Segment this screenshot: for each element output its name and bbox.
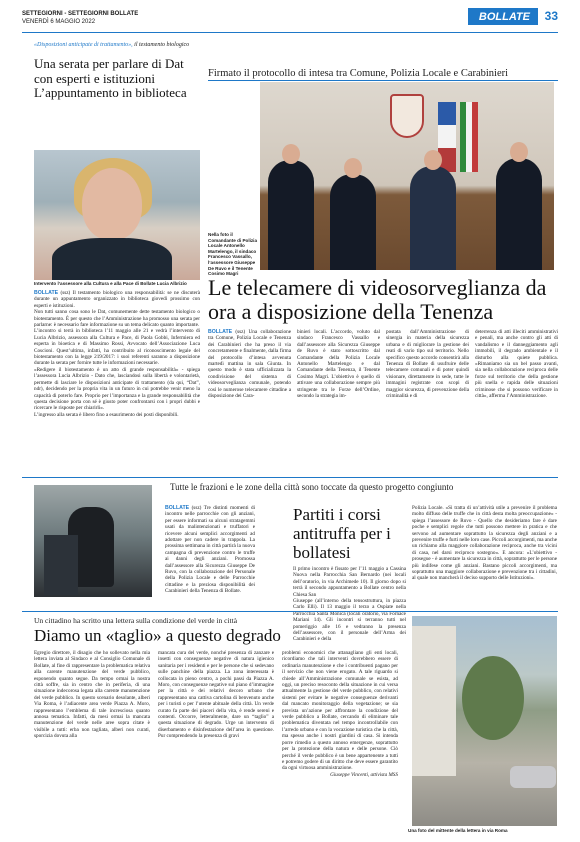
header-rule	[22, 32, 558, 33]
article3-column: BOLLATE (ssz) Tre distinti momenti di incontro nelle parrocchie con gli anziani, per essere informati su alcuni stratagemmi usati da malintenzionati e truffatori e ricevere alcuni semplici accorgimenti ad adottare per non cadere in trappola. La prossima settimana in città partirà la nuova campagna di prevenzione contro le truffe ai danni degli anziani. Promossa dall’assessore alla Sicurezza Giuseppe De Ruvo, con la collaborazione del Personale della Polizia Locale e delle Parrocchie cittadine e la preziosa disponibilità dei Carabinieri della Tenenza di Bollate.	[165, 505, 256, 595]
page-header	[22, 8, 558, 32]
article4-title: Diamo un «taglio» a questo degrado	[34, 626, 281, 645]
page-number: 33	[544, 9, 558, 23]
article3-kicker: Tutte le frazioni e le zone della città sono toccate da questo progetto congiunto	[170, 482, 454, 492]
article4-signature: Giuseppe Vincenti, attivista MSS	[330, 771, 398, 778]
article2-title: Le telecamere di videosorveglianza da ora a disposizione della Tenenza	[208, 275, 547, 324]
article1-body	[34, 290, 200, 418]
photo-tree-shape	[462, 656, 524, 740]
article2-photo	[260, 82, 554, 270]
article1-caption: Intervento l’assessore alla Cultura e alla Pace di Bollate Lucia Albrizio	[34, 281, 187, 286]
photo-head-shape	[282, 144, 300, 164]
article1-kicker-rest: il testamento biologico	[134, 42, 190, 48]
article4-photo	[412, 616, 557, 826]
article2-columns	[208, 329, 558, 399]
publication-name: SETTEGIORNI - SETTEGIORNI BOLLATE	[22, 11, 139, 17]
photo-person-shape	[410, 166, 456, 270]
article2-dateline: BOLLATE	[208, 329, 233, 335]
publication-date: VENERDÌ 6 MAGGIO 2022	[22, 19, 96, 25]
photo-head-shape	[344, 158, 362, 178]
article2-column: deterrenza di atti illeciti amministrativi e penali, ma anche contro gli atti di vandalismo e il danneggiamento agli immobili, il degrado ambientale e il disturbo alla quiete pubblica. «Rimaniamo sia un bel passo avanti, sia nella collaborazione reciproca delle forze sul territorio che della gestione più snella e rapida delle situazioni criminose che si possono verificare in città», afferma l’Amministrazione.	[475, 329, 558, 400]
article3-photo	[34, 485, 152, 597]
article1-kicker-quote: «Disposizioni anticipate di trattamento»,	[34, 42, 133, 48]
section-rule	[22, 477, 558, 478]
article1-paragraph: BOLLATE (ssz) Il testamento biologico una responsabilità: se ne discuterà durante un appuntamento organizzato in biblioteca giovedì prossimo con esperti e istituzioni.	[34, 290, 201, 309]
article2-column: binieri locali. L’accordo, voluto dal sindaco Francesco Vassallo e dall’assessore alla Sicurezza Giuseppe de Ruvo è stato sottoscritto dal Comandante della Polizia Locale Antonello Martelengo e dal Comandante della Tenenza, il Tenente Cosimo Magri. L’obiettivo è quello di attivare una collaborazione sempre più stringente tra le Forze dell’Ordine, secondo la strategia im-	[297, 329, 380, 400]
photo-building-shape	[412, 626, 456, 776]
article1-paragraph: Non tutti sanno cosa sono le Dat, comunemente dette testamento biologico o biotestamento. È per questo che l’Amministrazione ha promosso una serata per parlarne: è necessario fare informazione su un tema delicato quanto importante.	[34, 309, 200, 329]
article1-title: Una serata per parlare di Dat con esperti e istituzioni L’appuntamento in biblioteca	[34, 56, 187, 100]
article4-caption: Una foto del mittente della lettera in via Roma	[408, 828, 508, 833]
article3-dateline: BOLLATE	[165, 505, 190, 511]
article2-top-title: Firmato il protocollo di intesa tra Comune, Polizia Locale e Carabinieri	[208, 68, 509, 79]
article2-column: postata dall’Amministrazione di sinergia in materia della sicurezza urbana e di migliorare la gestione dei reati di vario tipo sul territorio. Nello specifico questo accordo consentirà alla Tenenza di Bollate di usufruire delle telecamere comunali e di poter quindi visionare, direttamente in sede, tutte le immagini registrate con scopi di maggior sicurezza, di prevenzione della criminalità e di	[386, 329, 469, 400]
photo-body-shape	[52, 238, 172, 280]
photo-person-shape	[330, 174, 376, 270]
article4-kicker: Un cittadino ha scritto una lettera sulla condizione del verde in città	[34, 616, 238, 625]
article1-photo	[34, 150, 200, 280]
photo-head-shape	[424, 150, 442, 170]
photo-flag-shape	[460, 102, 478, 172]
article4-column: problemi economici che attanagliano gli enti locali, ricordiamo che tali interventi dovrebbero essere di ordinaria manutenzione e che i contribuenti pagano per il servizio che non viene erogato. A tale riguardo si chiede all’Amministrazione comunale se esista, ad oggi, un preciso resoconto della situazione in cui versa attualmente la gestione del verde pubblico, con relativi sistemi per evitare le negative conseguenze derivanti dal mancato monitoraggio della vegetazione; se sia prevista un’azione per affrontare la condizione del verde pubblico a Bollate, cercando di eliminare tale problematica diventata nel tempo incontrollabile con l’arredo urbano e con la vocazione turistica che la città, ma spesso anche i nostri giardini di casa. Si intenda porre rimedio a questo annoso emergenze, soprattutto per la protezione della natura e delle persone. Ciò perché il verde pubblico è un bene appartenente a tutti e potremo godere di un diritto che deve essere garantito da ogni virtuosa amministrazione. Giuseppe Vincenti, attivista MSS	[282, 650, 398, 778]
photo-crest-shape	[390, 94, 424, 138]
section-rule	[22, 611, 558, 612]
article1-paragraph: L’ingresso alla serata è libero fino a esaurimento dei posti disponibili.	[34, 411, 179, 418]
photo-person-shape	[268, 160, 314, 270]
article3-column: Polizia Locale. «Si tratta di un’attività utile a prevenire il problema molto diffuso delle truffe che in città desta molta preoccupazione» - spiega l’assessore de Ruvo - Quello che desideriamo fare è dare poche e semplici regole che tutti possono mettere in pratica e che servono ad aumentare soprattutto la sicurezza degli anziani e a prevenire truffe e furti nelle loro case. Piccoli accorgimenti, ma anche un richiamo alla maggiore collaborazione reciproca, anche tra vicini di casa, nel darsi reciproco sostegno». E ancora: «L’obiettivo - prosegue - è aumentare la sicurezza in città, soprattutto per le persone più indifese come gli anziani. Bastano piccoli accorgimenti, ma soprattutto una maggiore collaborazione e prevenzione tra i cittadini, al quale non mancherà il deciso supporto delle Istituzioni».	[412, 505, 557, 582]
publication-info	[22, 10, 138, 26]
photo-face-shape	[82, 168, 142, 240]
photo-person-shape	[44, 535, 78, 595]
article1-paragraph: «Redigere il biotestamento è un atto di grande responsabilità» - spiega l’assessora Lucia Albrizio - Dato che, lasciandosi sulla libertà e volontarietà, permette di lasciare le disposizioni anticipate di trattamento (da qui, “Dat”, ndr), decidendo per la propria vita in un futuro in cui potrebbe venir meno la capacità di poterlo fare. Proprio per l’importanza e la grande responsabilità che questa decisione porta con sé è giusto poter confrontarsi con i propri dubbi e ricercare le risposte per chiarirli».	[34, 366, 200, 412]
article2-caption: Nella foto il Comandante di Polizia Locale Antonello Martelengo, il sindaco Francesco Vassallo, l’assessore Giuseppe De Ruvo e il Tenente Cosimo Magri	[208, 232, 258, 277]
article3-title: Partiti i corsi antitruffa per i bollatesi	[293, 505, 391, 562]
article2-column: BOLLATE (ssz) Una collaborazione tra Comune, Polizia Locale e Tenenza dei Carabinieri che ha preso il via concretamente e finalmente, dalla firma del protocollo d’intesa avvenuta martedì mattina in sala Giunta. In questo modo è stata ufficializzata la condivisione del sistema di videosorveglianza comunale, potendo così le numerose telecamere cittadine a disposizione dei Cara-	[208, 329, 291, 400]
article3-column: Il primo incontro è fissato per l’11 maggio a Cassina Nuova nella Parrocchia San Bernardo (nei locali dell’oratorio, in via Archimede 10). Il giorno dopo si terrà il secondo appuntamento a Bollate centro nella Chiesa San Giuseppe (all’interno della tensostruttura, in piazza Carlo Elli). Il 13 maggio il terzo a Ospiate nella Parrocchia Santa Monica (locali oratorio, via Fornace Mariani 14). Gli incontri si terranno tutti nel pomeriggio alle 16 e vedranno la presenza dell’assessore, con il personale dell’Arma dei Carabinieri e della	[293, 566, 406, 643]
article1-paragraph: L’incontro si terrà in biblioteca l’11 maggio alle 21 e vedrà l’intervento di Lucia Albrizio, assessora alla Cultura e Pace, di Paola Gobbi, Infermiera ed esperta in bioetica e di Massimo Rossi, Avvocato dell’Associazione Luca Coscioni. Quest’ultima, infatti, ha contribuito al riconoscimento legale del biotestamento con la legge 219/2017: i suoi referenti saranno a disposizione durante la serata per fornire tutte le informazioni necessarie.	[34, 328, 200, 367]
photo-person-shape	[496, 158, 542, 270]
article1-dateline: BOLLATE	[34, 290, 59, 296]
article4-column: Egregio direttore, il disagio che ho sollevato nella mia lettera inviata al Sindaco e al Consiglio Comunale di Bollate, al fine di rappresentare la problematica relativa alla carente manutenzione del verde pubblico, esponendo quanto segue. Da tempo ormai la nostra città soffre, sia in centro che in periferia, di una situazione indecorosa legata alla carente manutenzione del verde pubblico. In questo scenario desolante, alberi Via Roma, è l’adiacente area verde Piazza A. Moro, rappresentano l’emblema di tale incresciosa quanto annosa tematica. Infatti, da mesi ormai la mancata manutenzione del verde nelle aree sopra citate è visibile a tutti: erba non tagliata, alberi non curati, sporcizia dovuta alla	[34, 650, 150, 740]
article2-rule	[208, 80, 558, 81]
article1-kicker	[34, 42, 194, 49]
photo-car-shape	[510, 766, 556, 788]
photo-head-shape	[510, 142, 528, 162]
section-tag: BOLLATE	[468, 8, 538, 25]
article4-column: mancata cura del verde, nonché presenza di zanzare e insetti con conseguenze negative di natura igienico sanitaria per i residenti e per le persone che si sedevano sulle panchine della piazza. La zona interessata è collocata in pieno centro, a pochi passi da Piazza A. Moro, con conseguenze negative sul piano d’immagine per la città e dei relativi decoro urbano che rappresentano una cattiva cartolina di benvenuto anche per i turisti o per l’utente abituale della città. Un verde curato fa parte dei piaceri della vita, è rende sereni e contenti. Occorre, letteralmente, dare un “taglio” a questa situazione di degrado. Urge un intervento di diserbamento e disinfestazione dell’area in questione. Pur comprendendo la presenza di gravi	[158, 650, 274, 740]
